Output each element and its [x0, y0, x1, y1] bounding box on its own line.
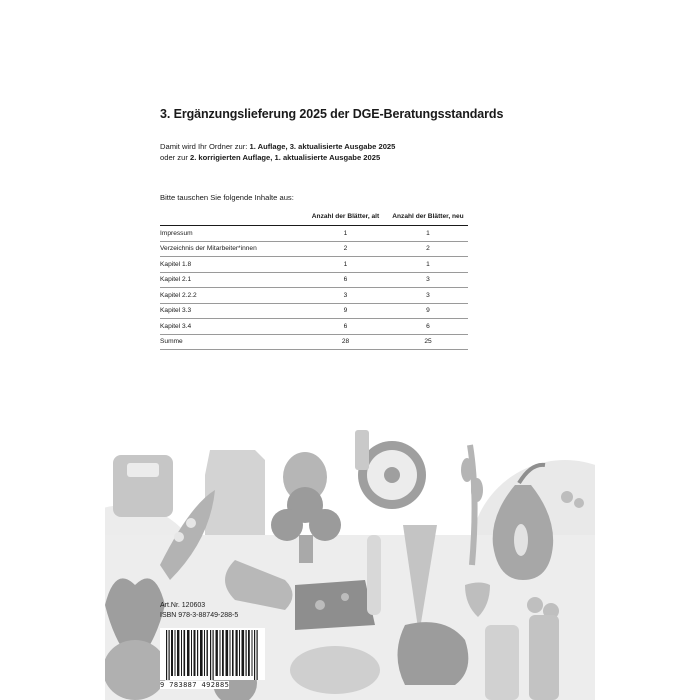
row-sheets-old: 28: [303, 334, 388, 350]
cheese-hole-icon: [341, 593, 349, 601]
row-label: Kapitel 2.2.2: [160, 288, 303, 304]
row-label: Kapitel 1.8: [160, 257, 303, 273]
table-header-row: [160, 208, 468, 226]
bread-icon: [290, 646, 380, 694]
article-number: Art.Nr. 120603: [160, 602, 206, 609]
row-label: Summe: [160, 334, 303, 350]
table-row-total: [160, 334, 468, 350]
juice-bottle-icon: [529, 615, 559, 700]
header-content: [160, 208, 303, 226]
row-sheets-old: 6: [303, 319, 388, 335]
row-sheets-old: 1: [303, 226, 388, 242]
table-row: [160, 226, 468, 242]
spinach-icon: [105, 640, 167, 700]
row-sheets-new: 1: [388, 226, 468, 242]
table-row: [160, 303, 468, 319]
row-sheets-old: 2: [303, 241, 388, 257]
table-row: [160, 241, 468, 257]
berry-icon: [561, 491, 573, 503]
row-sheets-old: 3: [303, 288, 388, 304]
intro-line-1-edition: 1. Auflage, 3. aktualisierte Ausgabe 2025: [249, 142, 396, 151]
barcode-digits: 9 783887 492885: [160, 681, 230, 689]
row-sheets-old: 1: [303, 257, 388, 273]
intro-line-1: [160, 141, 395, 152]
bone-icon: [367, 535, 381, 615]
barcode-icon: [160, 628, 265, 680]
milk-bottle-icon: [485, 625, 519, 700]
header-sheets-old: Anzahl der Blätter, alt: [303, 208, 388, 226]
intro-line-2-prefix: oder zur: [160, 153, 190, 162]
row-sheets-new: 9: [388, 303, 468, 319]
table-row: [160, 319, 468, 335]
wheat-grain-icon: [471, 478, 483, 502]
row-sheets-new: 3: [388, 288, 468, 304]
isbn: ISBN 978-3-88749-288-5: [160, 611, 239, 619]
row-sheets-new: 3: [388, 272, 468, 288]
tomato-core-icon: [384, 467, 400, 483]
replacement-table: [160, 208, 468, 350]
pea-icon: [174, 532, 184, 542]
pear-seed-icon: [514, 524, 528, 556]
row-label: Impressum: [160, 226, 303, 242]
bottle-icon: [355, 430, 369, 470]
instruction-text: Bitte tauschen Sie folgende Inhalte aus:: [160, 193, 294, 202]
intro-line-1-prefix: Damit wird Ihr Ordner zur:: [160, 142, 250, 151]
table-row: [160, 272, 468, 288]
barcode-bars: [166, 630, 258, 680]
wheat-grain-icon: [461, 458, 473, 482]
row-label: Verzeichnis der Mitarbeiter*innen: [160, 241, 303, 257]
row-label: Kapitel 3.4: [160, 319, 303, 335]
broccoli-icon: [271, 509, 303, 541]
cherry-icon: [527, 597, 543, 613]
row-sheets-new: 6: [388, 319, 468, 335]
intro-text: [160, 141, 395, 163]
header-sheets-new: Anzahl der Blätter, neu: [388, 208, 468, 226]
berry-icon: [574, 498, 584, 508]
row-sheets-old: 9: [303, 303, 388, 319]
row-sheets-new: 1: [388, 257, 468, 273]
table-row: [160, 257, 468, 273]
row-sheets-new: 2: [388, 241, 468, 257]
row-sheets-new: 25: [388, 334, 468, 350]
pea-icon: [186, 518, 196, 528]
row-label: Kapitel 3.3: [160, 303, 303, 319]
cheese-icon: [295, 580, 375, 630]
intro-line-2: [160, 152, 395, 163]
row-label: Kapitel 2.1: [160, 272, 303, 288]
row-sheets-old: 6: [303, 272, 388, 288]
intro-line-2-edition: 2. korrigierten Auflage, 1. aktualisierte Ausgabe 2025: [189, 153, 381, 162]
table-row: [160, 288, 468, 304]
broccoli-icon: [309, 509, 341, 541]
broccoli-stem-icon: [299, 535, 313, 563]
scale-display-icon: [127, 463, 159, 477]
cheese-hole-icon: [315, 600, 325, 610]
document-title: 3. Ergänzungslieferung 2025 der DGE-Beratungsstandards: [160, 107, 504, 121]
imprint: [160, 601, 238, 620]
